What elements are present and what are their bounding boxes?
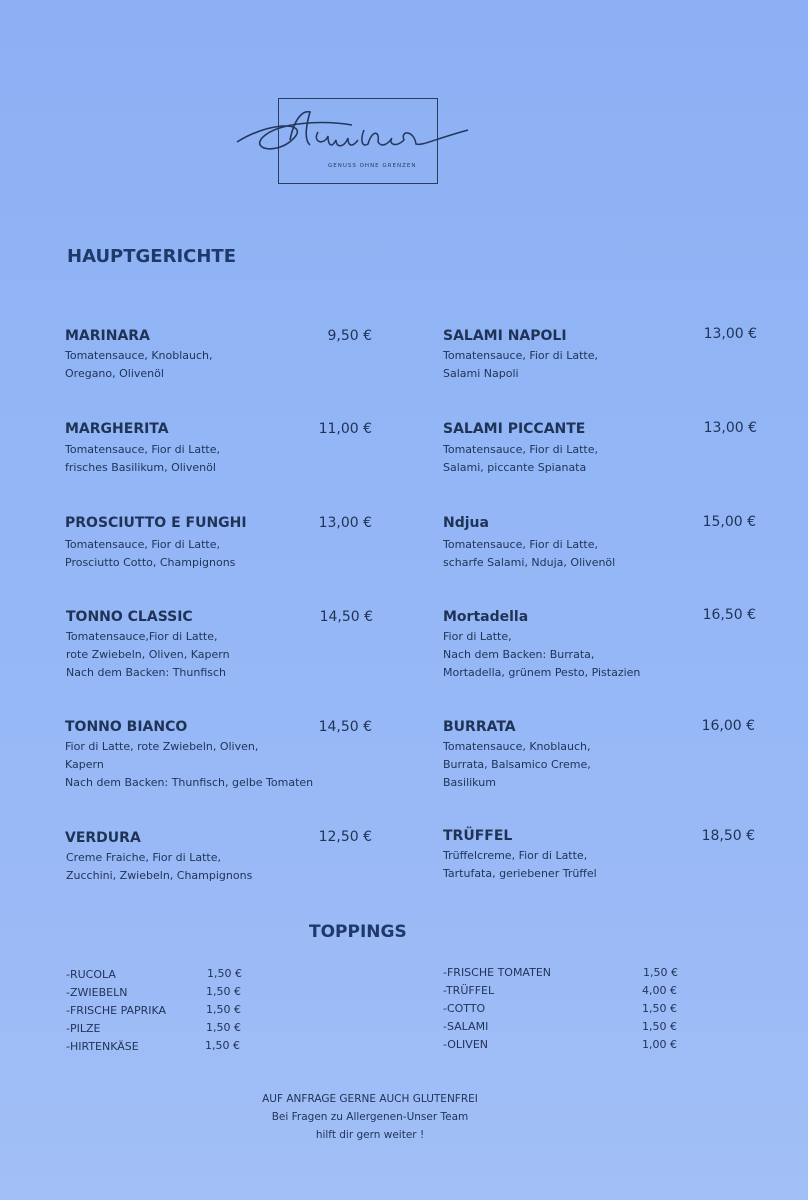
item-description: Trüffelcreme, Fior di Latte, Tartufata, geriebener Trüffel (443, 849, 597, 880)
item-name: TRÜFFEL (443, 828, 513, 844)
item-name: SALAMI PICCANTE (443, 421, 586, 437)
topping-name: -COTTO (443, 1002, 486, 1015)
item-name: VERDURA (65, 830, 141, 846)
item-price: 9,50 € (327, 328, 372, 344)
item-price: 16,00 € (701, 718, 755, 734)
item-description: Tomatensauce, Fior di Latte, Salami, piccante Spianata (443, 443, 598, 474)
topping-price: 4,00 € (642, 984, 677, 997)
item-description: Tomatensauce, Fior di Latte, Prosciutto Cotto, Champignons (65, 538, 236, 569)
topping-price: 1,50 € (206, 1003, 241, 1016)
aquila-logo (232, 100, 472, 170)
toppings-section-title: TOPPINGS (309, 922, 407, 942)
item-description: Fior di Latte, Nach dem Backen: Burrata, Mortadella, grünem Pesto, Pistazien (443, 630, 641, 679)
topping-name: -ZWIEBELN (66, 986, 128, 999)
item-price: 15,00 € (702, 514, 756, 530)
item-description: Tomatensauce, Fior di Latte, Salami Napoli (443, 349, 598, 380)
item-description: Tomatensauce, Knoblauch, Oregano, Olivenöl (65, 349, 213, 380)
note-line: Bei Fragen zu Allergenen-Unser Team (271, 1111, 469, 1123)
topping-name: -SALAMI (443, 1020, 489, 1033)
topping-name: -FRISCHE TOMATEN (443, 966, 552, 979)
logo-tagline: GENUSS OHNE GRENZEN (328, 163, 417, 169)
item-name: MARINARA (65, 328, 150, 344)
topping-name: -OLIVEN (443, 1038, 489, 1051)
note-line: AUF ANFRAGE GERNE AUCH GLUTENFREI (262, 1093, 478, 1105)
item-description: Tomatensauce, Fior di Latte, scharfe Salami, Nduja, Olivenöl (443, 538, 616, 569)
topping-name: -TRÜFFEL (443, 984, 495, 997)
item-description: Tomatensauce,Fior di Latte, rote Zwiebeln, Oliven, Kapern Nach dem Backen: Thunfisch (66, 630, 230, 679)
topping-price: 1,50 € (643, 966, 678, 979)
item-name: TONNO BIANCO (65, 719, 188, 735)
topping-price: 1,00 € (642, 1038, 677, 1051)
item-name: Ndjua (443, 515, 489, 531)
topping-name: -FRISCHE PAPRIKA (66, 1004, 167, 1017)
item-description: Creme Fraiche, Fior di Latte, Zucchini, Zwiebeln, Champignons (66, 851, 253, 882)
topping-price: 1,50 € (207, 967, 242, 980)
topping-name: -HIRTENKÄSE (66, 1040, 139, 1053)
topping-price: 1,50 € (206, 985, 241, 998)
item-price: 13,00 € (703, 420, 757, 436)
item-name: SALAMI NAPOLI (443, 328, 567, 344)
item-price: 13,00 € (703, 326, 757, 342)
item-price: 14,50 € (319, 609, 373, 625)
topping-price: 1,50 € (205, 1039, 240, 1052)
item-name: PROSCIUTTO E FUNGHI (65, 515, 247, 531)
item-description: Tomatensauce, Knoblauch, Burrata, Balsamico Creme, Basilikum (443, 740, 591, 789)
svg-text:Aquila: Aquila (402, 128, 406, 129)
topping-price: 1,50 € (642, 1020, 677, 1033)
topping-price: 1,50 € (206, 1021, 241, 1034)
item-price: 12,50 € (318, 829, 372, 845)
topping-name: -PILZE (66, 1022, 101, 1035)
item-description: Fior di Latte, rote Zwiebeln, Oliven, Kapern Nach dem Backen: Thunfisch, gelbe Tomaten (65, 740, 314, 789)
item-name: TONNO CLASSIC (66, 609, 193, 625)
topping-price: 1,50 € (642, 1002, 677, 1015)
item-description: Tomatensauce, Fior di Latte, frisches Basilikum, Olivenöl (65, 443, 220, 474)
item-name: Mortadella (443, 609, 529, 625)
item-name: BURRATA (443, 719, 516, 735)
main-section-title: HAUPTGERICHTE (67, 246, 237, 267)
item-name: MARGHERITA (65, 421, 169, 437)
item-price: 14,50 € (318, 719, 372, 735)
item-price: 16,50 € (702, 607, 756, 623)
note-line: hilft dir gern weiter ! (315, 1129, 425, 1141)
topping-name: -RUCOLA (66, 968, 116, 981)
item-price: 18,50 € (701, 828, 755, 844)
allergen-note (160, 1090, 580, 1144)
item-price: 13,00 € (318, 515, 372, 531)
item-price: 11,00 € (318, 421, 372, 437)
